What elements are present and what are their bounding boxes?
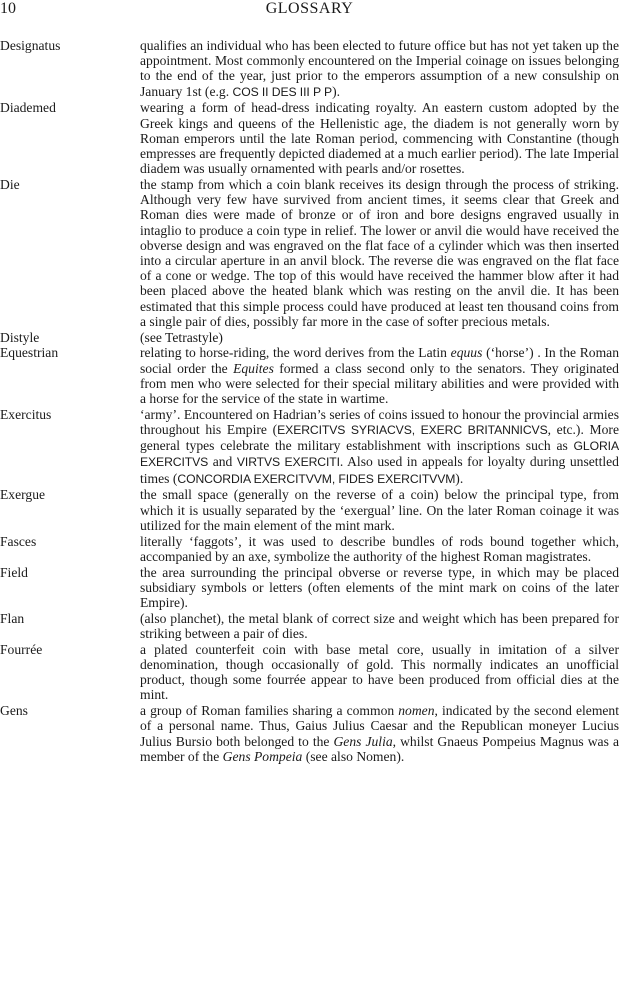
coin-inscription: COS II DES III P P: [232, 84, 333, 99]
page-number: 10: [0, 0, 16, 17]
page-header: [0, 0, 619, 18]
definition-text: , indicated by the second element of a personal name. Thus, Gaius Julius Caesar and the Republican moneyer Lucius Julius Bursio both belonged to the: [140, 703, 619, 749]
glossary-entry: [0, 38, 619, 100]
definition-text: the small space (generally on the reverse of a coin) below the principal type, from which it is usually separated by the ‘exergual’ line. On the later Roman coinage it was utilized for the main element of the mint mark.: [140, 487, 619, 533]
definition-text: and: [208, 454, 237, 470]
glossary-definition: [140, 330, 619, 345]
glossary-definition: [140, 565, 619, 611]
glossary-entry: [0, 345, 619, 406]
glossary-entry: [0, 611, 619, 641]
glossary-entry: [0, 407, 619, 487]
glossary-definition: [140, 177, 619, 329]
italic-term: Equites: [233, 360, 274, 376]
coin-inscription: GLORIA EXERCITVS: [140, 439, 619, 470]
glossary-entry: [0, 565, 619, 611]
glossary-entry: [0, 100, 619, 176]
glossary-definition: [140, 407, 619, 487]
glossary-entry: [0, 330, 619, 345]
definition-text: the area surrounding the principal obverse or reverse type, in which may be placed subsidiary symbols or letters (often elements of the mint mark on coins of the later Empire).: [140, 564, 619, 611]
glossary-entry: [0, 534, 619, 564]
glossary-definition: [140, 100, 619, 176]
definition-text: ‘army’. Encountered on Hadrian’s series of coins issued to honour the provincial armies throughout his Empire (: [140, 406, 619, 438]
glossary-term: Designatus: [0, 38, 61, 53]
glossary-term: Gens: [0, 703, 28, 719]
glossary-definition: [140, 345, 619, 406]
definition-text: a plated counterfeit coin with base metal core, usually in imitation of a silver denomination, though occasionally of gold. This normally indicates an unofficial product, though some fourrée appear to have been produced from official dies at the mint.: [140, 641, 619, 703]
glossary-definition: [140, 487, 619, 533]
definition-text: (see also Nomen).: [302, 748, 405, 764]
definition-text: , etc.). More general types celebrate the military establishment with inscriptions such as: [140, 422, 619, 454]
coin-inscription: CONCORDIA EXERCITVVM, FIDES EXERCITVVM: [177, 471, 456, 486]
definition-text: . Also used in appeals for loyalty during unsettled times (: [140, 454, 619, 486]
definition-text: the stamp from which a coin blank receives its design through the process of striking. Although very few have survived from ancient times, it seems clear that Greek and Roman dies were made of bronze or of iron and bore designs engraved usually in intaglio to produce a coin type in relief. The lower or anvil die would have received the obverse design and was engraved on the flat face of a cylinder which was then inserted into a circular aperture in an anvil block. The reverse die was engraved on the flat face of a cone or wedge. The top of this would have received the hammer blow after it had been placed above the heated blank which was resting on the anvil die. It has been estimated that this simple process could have produced at least ten thousand coins from a single pair of dies, possibly far more in the case of softer precious metals.: [140, 177, 619, 329]
italic-term: nomen: [398, 703, 435, 719]
glossary-term: Field: [0, 564, 28, 580]
italic-term: Gens Julia: [333, 733, 393, 749]
italic-term: Gens Pompeia: [222, 748, 303, 764]
glossary-definition: [140, 611, 619, 641]
definition-text: ).: [332, 83, 341, 99]
glossary-entry: [0, 177, 619, 329]
coin-inscription: EXERCITVS SYRIACVS, EXERC BRITANNICVS: [277, 423, 548, 438]
glossary-definition: [140, 38, 619, 100]
definition-text: wearing a form of head-dress indicating royalty. An eastern custom adopted by the Greek kings and queens of the Hellenistic age, the diadem is not generally worn by Roman emperors until the late Roman period, commencing with Constantine (though empresses are frequently depicted diademed at a much earlier period). The late Imperial diadem was usually ornamented with pearls and/or rosettes.: [140, 100, 619, 177]
glossary-entry: [0, 487, 619, 533]
glossary-entry: [0, 703, 619, 764]
definition-text: relating to horse-riding, the word derives from the Latin: [140, 345, 451, 361]
glossary-term: Distyle: [0, 329, 40, 345]
definition-text: (see Tetrastyle): [140, 329, 223, 345]
glossary-entries: [0, 38, 619, 765]
definition-text: qualifies an individual who has been elected to future office but has not yet taken up the appointment. Most commonly encountered on the Imperial coinage on issues belonging to the end of the year, just prior to the emperors assumption of a new consulship on January 1st (e.g.: [140, 38, 619, 99]
running-head: GLOSSARY: [265, 0, 354, 17]
definition-text: ).: [455, 470, 464, 486]
coin-inscription: VIRTVS EXERCITI: [236, 455, 340, 470]
glossary-term: Fasces: [0, 533, 37, 549]
glossary-entry: [0, 642, 619, 703]
definition-text: literally ‘faggots’, it was used to describe bundles of rods bound together which, accompanied by an axe, symbolize the authority of the highest Roman magistrates.: [140, 533, 619, 564]
italic-term: equus: [450, 345, 483, 361]
definition-text: formed a class second only to the senators. They originated from men who were selected for their special military abilities and were provided with a horse for the service of the state in wartime.: [140, 360, 619, 407]
glossary-term: Flan: [0, 610, 25, 626]
definition-text: (also planchet), the metal blank of correct size and weight which has been prepared for striking between a pair of dies.: [140, 610, 619, 642]
glossary-term: Fourrée: [0, 641, 43, 657]
glossary-definition: [140, 534, 619, 564]
definition-text: a group of Roman families sharing a common: [140, 703, 399, 719]
definition-text: , whilst Gnaeus Pompeius Magnus was a member of the: [140, 733, 619, 764]
glossary-term: Equestrian: [0, 345, 59, 361]
glossary-definition: [140, 642, 619, 703]
glossary-term: Die: [0, 177, 20, 193]
glossary-term: Diademed: [0, 100, 56, 116]
glossary-term: Exercitus: [0, 406, 52, 422]
definition-text: (‘horse’) . In the Roman social order the: [140, 345, 619, 376]
glossary-definition: [140, 703, 619, 764]
glossary-term: Exergue: [0, 487, 46, 503]
